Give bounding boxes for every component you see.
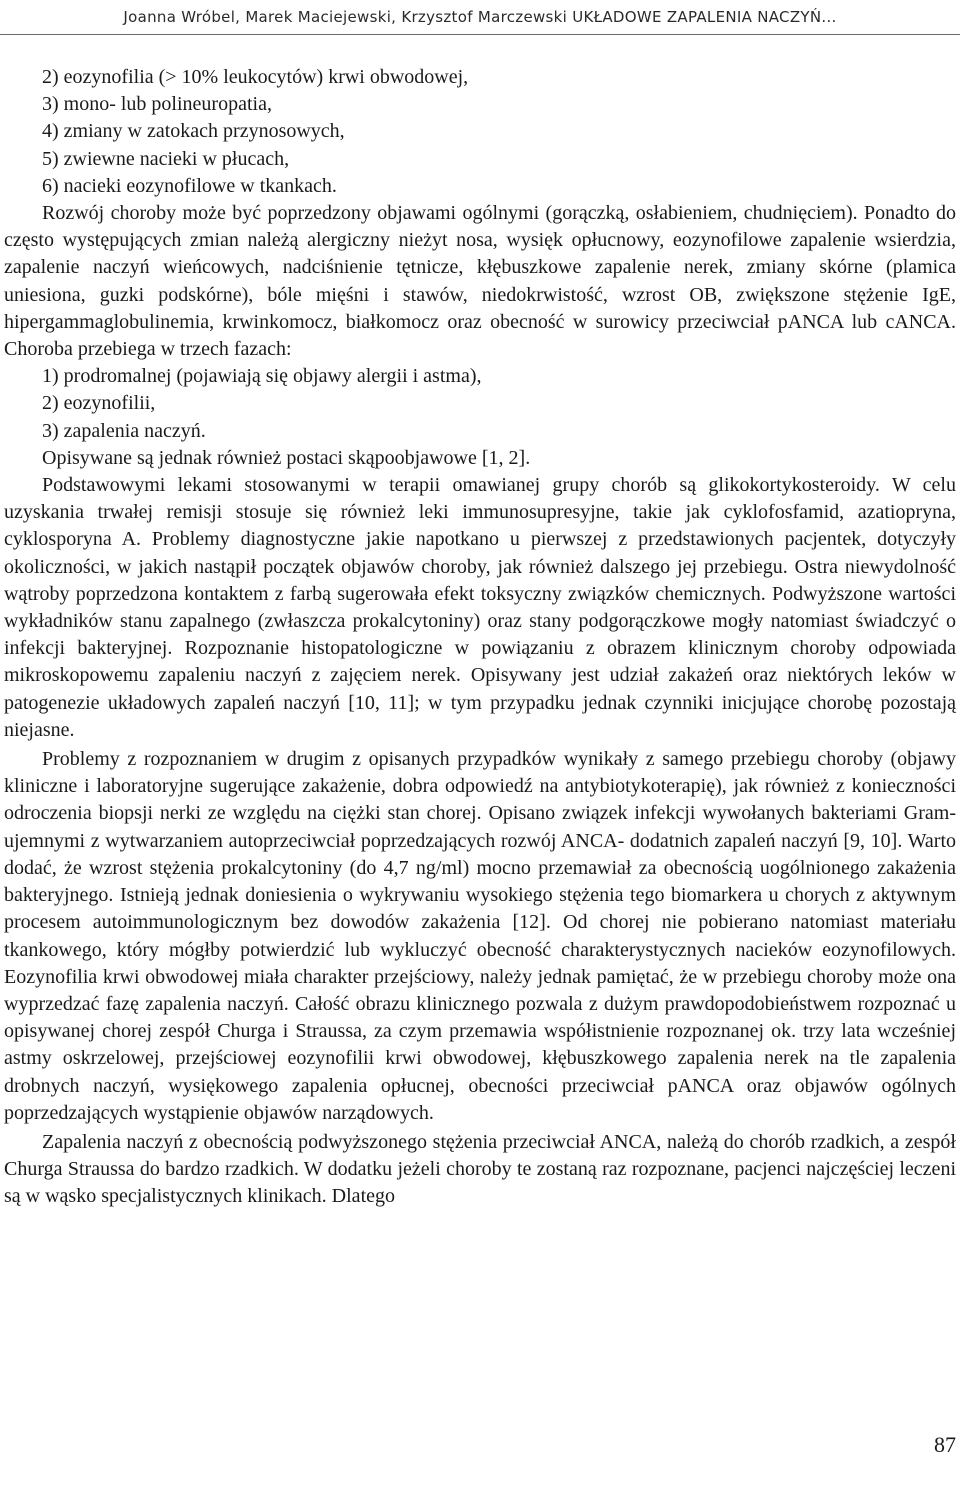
criteria-item: 4) zmiany w zatokach przynosowych, xyxy=(42,120,345,143)
running-header: Joanna Wróbel, Marek Maciejewski, Krzysztof Marczewski UKŁADOWE ZAPALENIA NACZYŃ... xyxy=(123,8,837,26)
paragraph-treatment: Podstawowymi lekami stosowanymi w terapii omawianej grupy chorób są glikokortykosteroidy. W celu uzyskania trwałej remisji stosuje się również leki immunosupresyjne, takie jak cyklofosfamid, azatiopryna, cyklosporyna A. Problemy diagnostyczne jakie napotkano u pierwszej z przedstawionych pacjentek, dotyczyły okoliczności, w jakich nastąpił początek objawów choroby, jak również dalszego jej przebiegu. Ostra niewydolność wątroby poprzedzona kontaktem z farbą sugerowała efekt toksyczny związków chemicznych. Podwyższone wartości wykładników stanu zapalnego (zwłaszcza prokalcytoniny) oraz stany podgorączkowe mogły natomiast świadczyć o infekcji bakteryjnej. Rozpoznanie histopatologiczne w powiązaniu z obrazem klinicznym choroby odpowiada mikroskopowemu zapaleniu naczyń z zajęciem nerek. Opisywany jest udział zakażeń oraz niektórych leków w patogenezie układowych zapaleń naczyń [10, 11]; w tym przypadku jednak czynniki inicjujące chorobę pozostają niejasne. xyxy=(4,474,956,741)
phase-item: 1) prodromalnej (pojawiają się objawy alergii i astma), xyxy=(42,365,482,388)
header-rule xyxy=(0,34,960,35)
criteria-item: 3) mono- lub polineuropatia, xyxy=(42,93,272,116)
criteria-item: 2) eozynofilia (> 10% leukocytów) krwi obwodowej, xyxy=(42,66,469,88)
paragraph-disease-course: Rozwój choroby może być poprzedzony objawami ogólnymi (gorączką, osłabieniem, chudnięciem). Ponadto do często występujących zmian należą alergiczny nieżyt nosa, wysięk opłucnowy, eozynofilowe zapalenie wsierdzia, zapalenie naczyń wieńcowych, nadciśnienie tętnicze, kłębuszkowe zapalenie nerek, zmiany skórne (plamica uniesiona, guzki podskórne), bóle mięśni i stawów, niedokrwistość, wzrost OB, zwiększone stężenie IgE, hipergammaglobulinemia, krwinkomocz, białkomocz oraz obecność w surowicy przeciwciał pANCA lub cANCA. Choroba przebiega w trzech fazach: xyxy=(4,202,956,361)
paragraph-rarity: Zapalenia naczyń z obecnością podwyższonego stężenia przeciwciał ANCA, należą do chorób rzadkich, a zespół Churga Straussa do bardzo rzadkich. W dodatku jeżeli choroby te zostaną raz rozpoznane, pacjenci najczęściej leczeni są w wąsko specjalistycznych klinikach. Dlatego xyxy=(4,1130,956,1208)
paragraph-second-case: Problemy z rozpoznaniem w drugim z opisanych przypadków wynikały z samego przebiegu choroby (objawy kliniczne i laboratoryjne sugerujące zakażenie, dobra odpowiedź na antybiotykoterapię), jak również z konieczności odroczenia biopsji nerki ze względu na ciężki stan chorej. Opisano związek infekcji wywołanych bakteriami Gram-ujemnymi z wytwarzaniem autoprzeciwciał poprzedzających rozwój ANCA- dodatnich zapaleń naczyń [9, 10]. Warto dodać, że wzrost stężenia prokalcytoniny (do 4,7 ng/ml) mocno przemawiał za obecnością uogólnionego zakażenia bakteryjnego. Istnieją jednak doniesienia o wykrywaniu wysokiego stężenia tego biomarkera u chorych z aktywnym procesem autoimmunologicznym bez dowodów zakażenia [12]. Od chorej nie pobierano natomiast materiału tkankowego, który mógłby potwierdzić lub wykluczyć obecność charakterystycznych nacieków eozynofilowych. Eozynofilia krwi obwodowej miała charakter przejściowy, należy jednak pamiętać, że w przebiegu choroby może ona wyprzedzać fazę zapalenia naczyń. Całość obrazu klinicznego pozwala z dużym prawdopodobieństwem rozpoznać u opisywanej chorej zespół Churga i Straussa, za czym przemawia współistnienie rozpoznanej ok. trzy lata wcześniej astmy oskrzelowej, przejściowej eozynofilii krwi obwodowej, kłębuszkowego zapalenia nerek na tle zapalenia drobnych naczyń, wysiękowego zapalenia opłucnej, obecności przeciwciał pANCA oraz objawów ogólnych poprzedzających wystąpienie objawów narządowych. xyxy=(4,748,956,1124)
phase-item: 3) zapalenia naczyń. xyxy=(42,419,206,442)
page-number: 87 xyxy=(934,1432,956,1457)
paragraph-oligosymptomatic: Opisywane są jednak również postaci skąpoobjawowe [1, 2]. xyxy=(42,446,531,469)
criteria-item: 6) nacieki eozynofilowe w tkankach. xyxy=(42,174,337,197)
article-body xyxy=(4,64,956,1211)
phase-item: 2) eozynofilii, xyxy=(42,392,156,415)
criteria-item: 5) zwiewne nacieki w płucach, xyxy=(42,147,290,170)
